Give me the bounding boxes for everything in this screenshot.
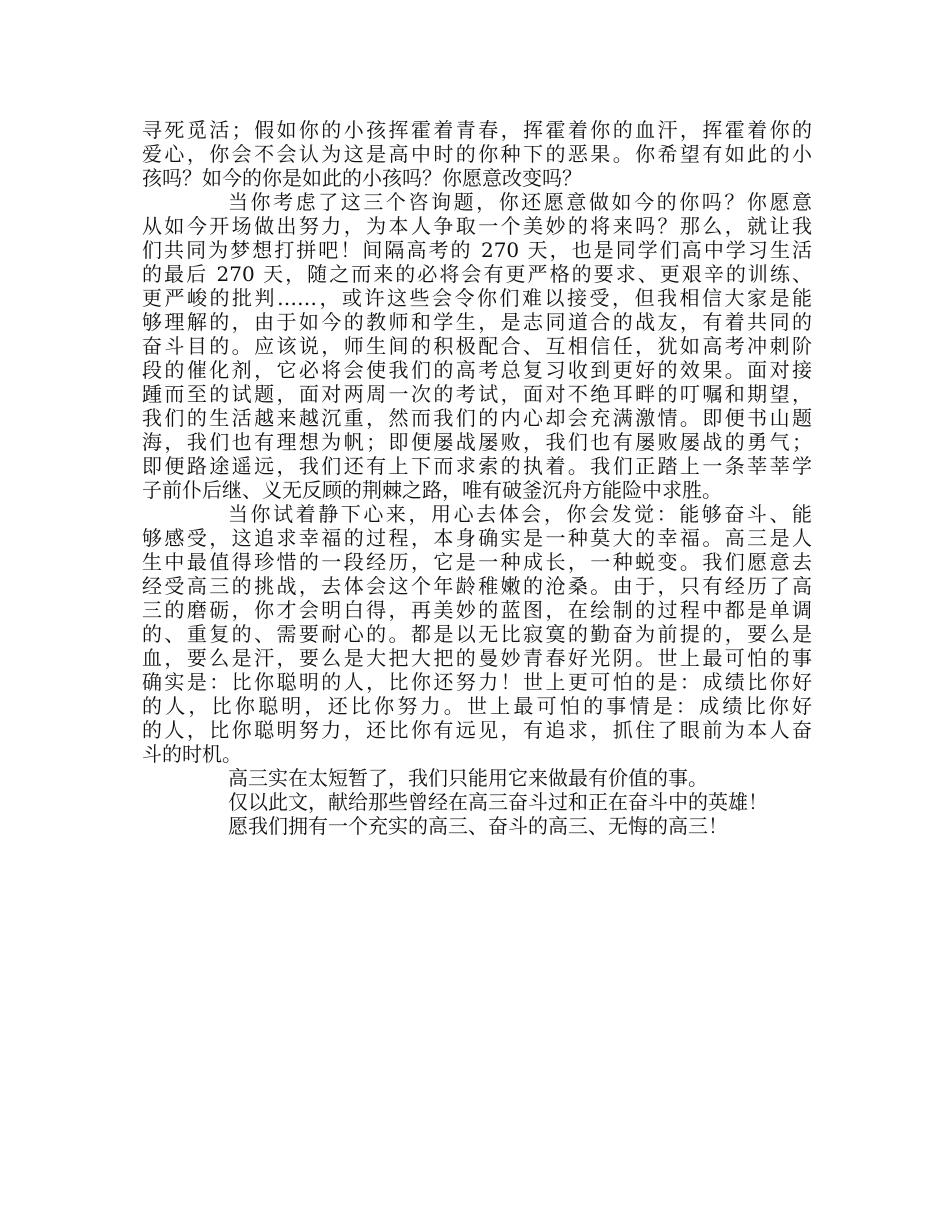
text-line: 确实是：比你聪明的人，比你还努力！世上更可怕的是：成绩比你好: [142, 670, 812, 694]
paragraph-5: [142, 790, 812, 814]
text-line: 踵而至的试题，面对两周一次的考试，面对不绝耳畔的叮嘱和期望，: [142, 382, 812, 406]
text-line: 爱心，你会不会认为这是高中时的你种下的恶果。你希望有如此的小: [142, 142, 812, 166]
text-line: 即便路途遥远，我们还有上下而求索的执着。我们正踏上一条莘莘学: [142, 454, 812, 478]
text-line: 愿我们拥有一个充实的高三、奋斗的高三、无悔的高三！: [228, 814, 728, 838]
text-line: 的人，比你聪明，还比你努力。世上最可怕的事情是：成绩比你好: [142, 694, 812, 718]
text-line: 够理解的，由于如今的教师和学生，是志同道合的战友，有着共同的: [142, 310, 812, 334]
text-line: 生中最值得珍惜的一段经历，它是一种成长，一种蜕变。我们愿意去: [142, 550, 812, 574]
text-line: 们共同为梦想打拼吧！间隔高考的 270 天，也是同学们高中学习生活: [142, 238, 812, 262]
paragraph-1: [142, 118, 812, 190]
text-line: 斗的时机。: [142, 742, 242, 766]
text-line: 海，我们也有理想为帆；即便屡战屡败，我们也有屡败屡战的勇气；: [142, 430, 812, 454]
text-line: 仅以此文，献给那些曾经在高三奋斗过和正在奋斗中的英雄！: [228, 790, 768, 814]
text-line: 血，要么是汗，要么是大把大把的曼妙青春好光阴。世上最可怕的事: [142, 646, 812, 670]
text-line: 的最后 270 天，随之而来的必将会有更严格的要求、更艰辛的训练、: [142, 262, 812, 286]
text-line: 段的催化剂，它必将会使我们的高考总复习收到更好的效果。面对接: [142, 358, 812, 382]
text-line: 的、重复的、需要耐心的。都是以无比寂寞的勤奋为前提的，要么是: [142, 622, 812, 646]
document-page: [142, 118, 812, 838]
text-line: 当你试着静下心来，用心去体会，你会发觉：能够奋斗、能: [228, 502, 812, 526]
paragraph-6: [142, 814, 812, 838]
text-line: 从如今开场做出努力，为本人争取一个美妙的将来吗？那么，就让我: [142, 214, 812, 238]
text-line: 当你考虑了这三个咨询题，你还愿意做如今的你吗？你愿意: [228, 190, 812, 214]
text-line: 的人，比你聪明努力，还比你有远见，有追求，抓住了眼前为本人奋: [142, 718, 812, 742]
text-line: 寻死觅活；假如你的小孩挥霍着青春，挥霍着你的血汗，挥霍着你的: [142, 118, 812, 142]
text-line: 高三实在太短暂了，我们只能用它来做最有价值的事。: [228, 766, 708, 790]
text-line: 更严峻的批判……，或许这些会令你们难以接受，但我相信大家是能: [142, 286, 812, 310]
text-line: 我们的生活越来越沉重，然而我们的内心却会充满激情。即便书山题: [142, 406, 812, 430]
text-line: 孩吗？如今的你是如此的小孩吗？你愿意改变吗？: [142, 166, 582, 190]
text-line: 经受高三的挑战，去体会这个年龄稚嫩的沧桑。由于，只有经历了高: [142, 574, 812, 598]
paragraph-4: [142, 766, 812, 790]
text-line: 奋斗目的。应该说，师生间的积极配合、互相信任，犹如高考冲刺阶: [142, 334, 812, 358]
text-line: 够感受，这追求幸福的过程，本身确实是一种莫大的幸福。高三是人: [142, 526, 812, 550]
paragraph-3: [142, 502, 812, 766]
text-line: 三的磨砺，你才会明白得，再美妙的蓝图，在绘制的过程中都是单调: [142, 598, 812, 622]
paragraph-2: [142, 190, 812, 502]
text-line: 子前仆后继、义无反顾的荆棘之路，唯有破釜沉舟方能险中求胜。: [142, 478, 722, 502]
